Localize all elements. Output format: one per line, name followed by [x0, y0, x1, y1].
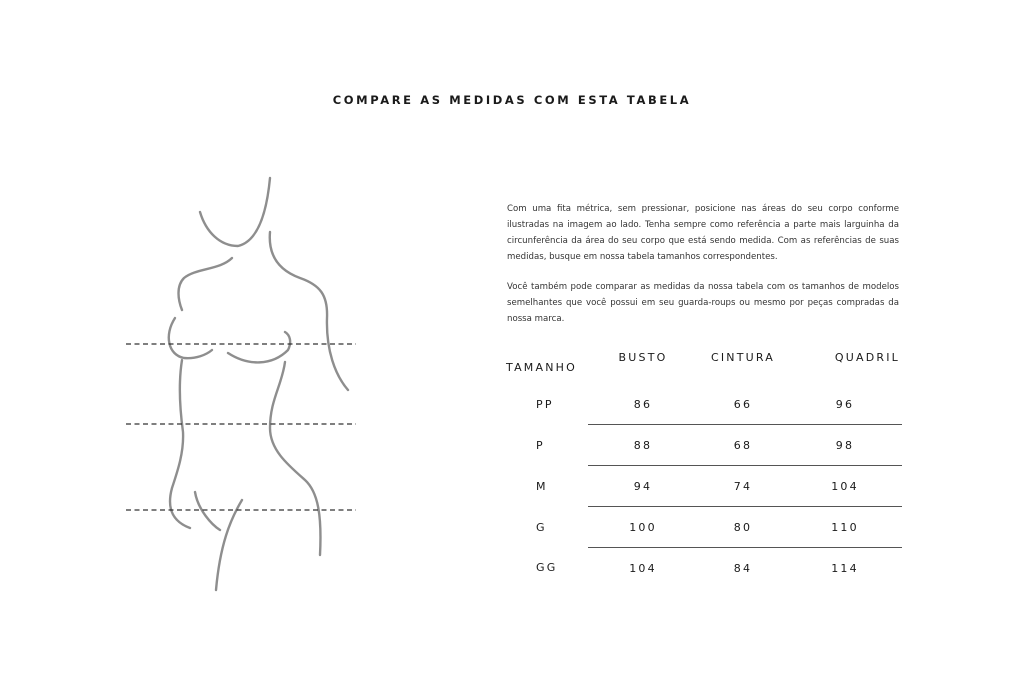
- cintura-cell: 68: [698, 425, 788, 466]
- shoulder-left-line: [179, 258, 233, 310]
- quadril-cell: 96: [788, 374, 902, 425]
- table-row: [500, 466, 902, 507]
- busto-cell: 88: [588, 425, 698, 466]
- size-cell: M: [536, 479, 548, 493]
- quadril-cell: 110: [788, 507, 902, 548]
- table-row: [500, 548, 902, 589]
- page-title: COMPARE AS MEDIDAS COM ESTA TABELA: [332, 93, 692, 107]
- cintura-cell: 84: [733, 561, 753, 575]
- header-tamanho: TAMANHO: [506, 361, 577, 374]
- size-cell: G: [536, 520, 547, 534]
- torso-right-line: [270, 362, 320, 555]
- instructions-paragraph-2: Você também pode comparar as medidas da nossa tabela com os tamanhos de modelos semelhantes que você possui em seu guarda-roups ou mesmo por peças compradas da nossa marca.: [507, 282, 899, 324]
- table-header-row: [500, 340, 902, 374]
- body-outline-icon: [120, 170, 365, 600]
- quadril-cell: 104: [788, 466, 902, 507]
- bust-left-line: [169, 318, 212, 358]
- bust-right-line: [228, 332, 290, 362]
- neck-right-line: [270, 232, 348, 390]
- size-cell: PP: [536, 397, 554, 411]
- cintura-cell: 80: [698, 507, 788, 548]
- cintura-cell: 66: [698, 374, 788, 425]
- size-cell: P: [536, 438, 545, 452]
- leg-right-line: [216, 500, 242, 590]
- table-row: [500, 425, 902, 466]
- cintura-cell: 74: [698, 466, 788, 507]
- size-cell: GG: [536, 561, 558, 575]
- quadril-cell: 98: [788, 425, 902, 466]
- body-measurement-illustration: [120, 170, 365, 600]
- leg-left-line: [195, 492, 220, 530]
- header-busto: BUSTO: [618, 350, 668, 364]
- chin-line: [200, 178, 270, 246]
- busto-cell: 104: [629, 561, 657, 575]
- quadril-cell: 114: [831, 561, 859, 575]
- table-row: [500, 507, 902, 548]
- table-row: [500, 374, 902, 425]
- instructions-paragraph-1: Com uma fita métrica, sem pressionar, posicione nas áreas do seu corpo conforme ilustradas na imagem ao lado. Tenha sempre como referência a parte mais larguinha da circunferência da área do seu corpo que está sendo medida. Com as referências de suas medidas, busque em nossa tabela tamanhos correspondentes.: [507, 204, 899, 262]
- busto-cell: 94: [588, 466, 698, 507]
- torso-left-line: [170, 360, 190, 528]
- instructions: [507, 201, 899, 341]
- size-table: [500, 340, 902, 588]
- busto-cell: 86: [588, 374, 698, 425]
- header-cintura: CINTURA: [710, 350, 776, 364]
- header-quadril: QUADRIL: [834, 350, 900, 364]
- busto-cell: 100: [588, 507, 698, 548]
